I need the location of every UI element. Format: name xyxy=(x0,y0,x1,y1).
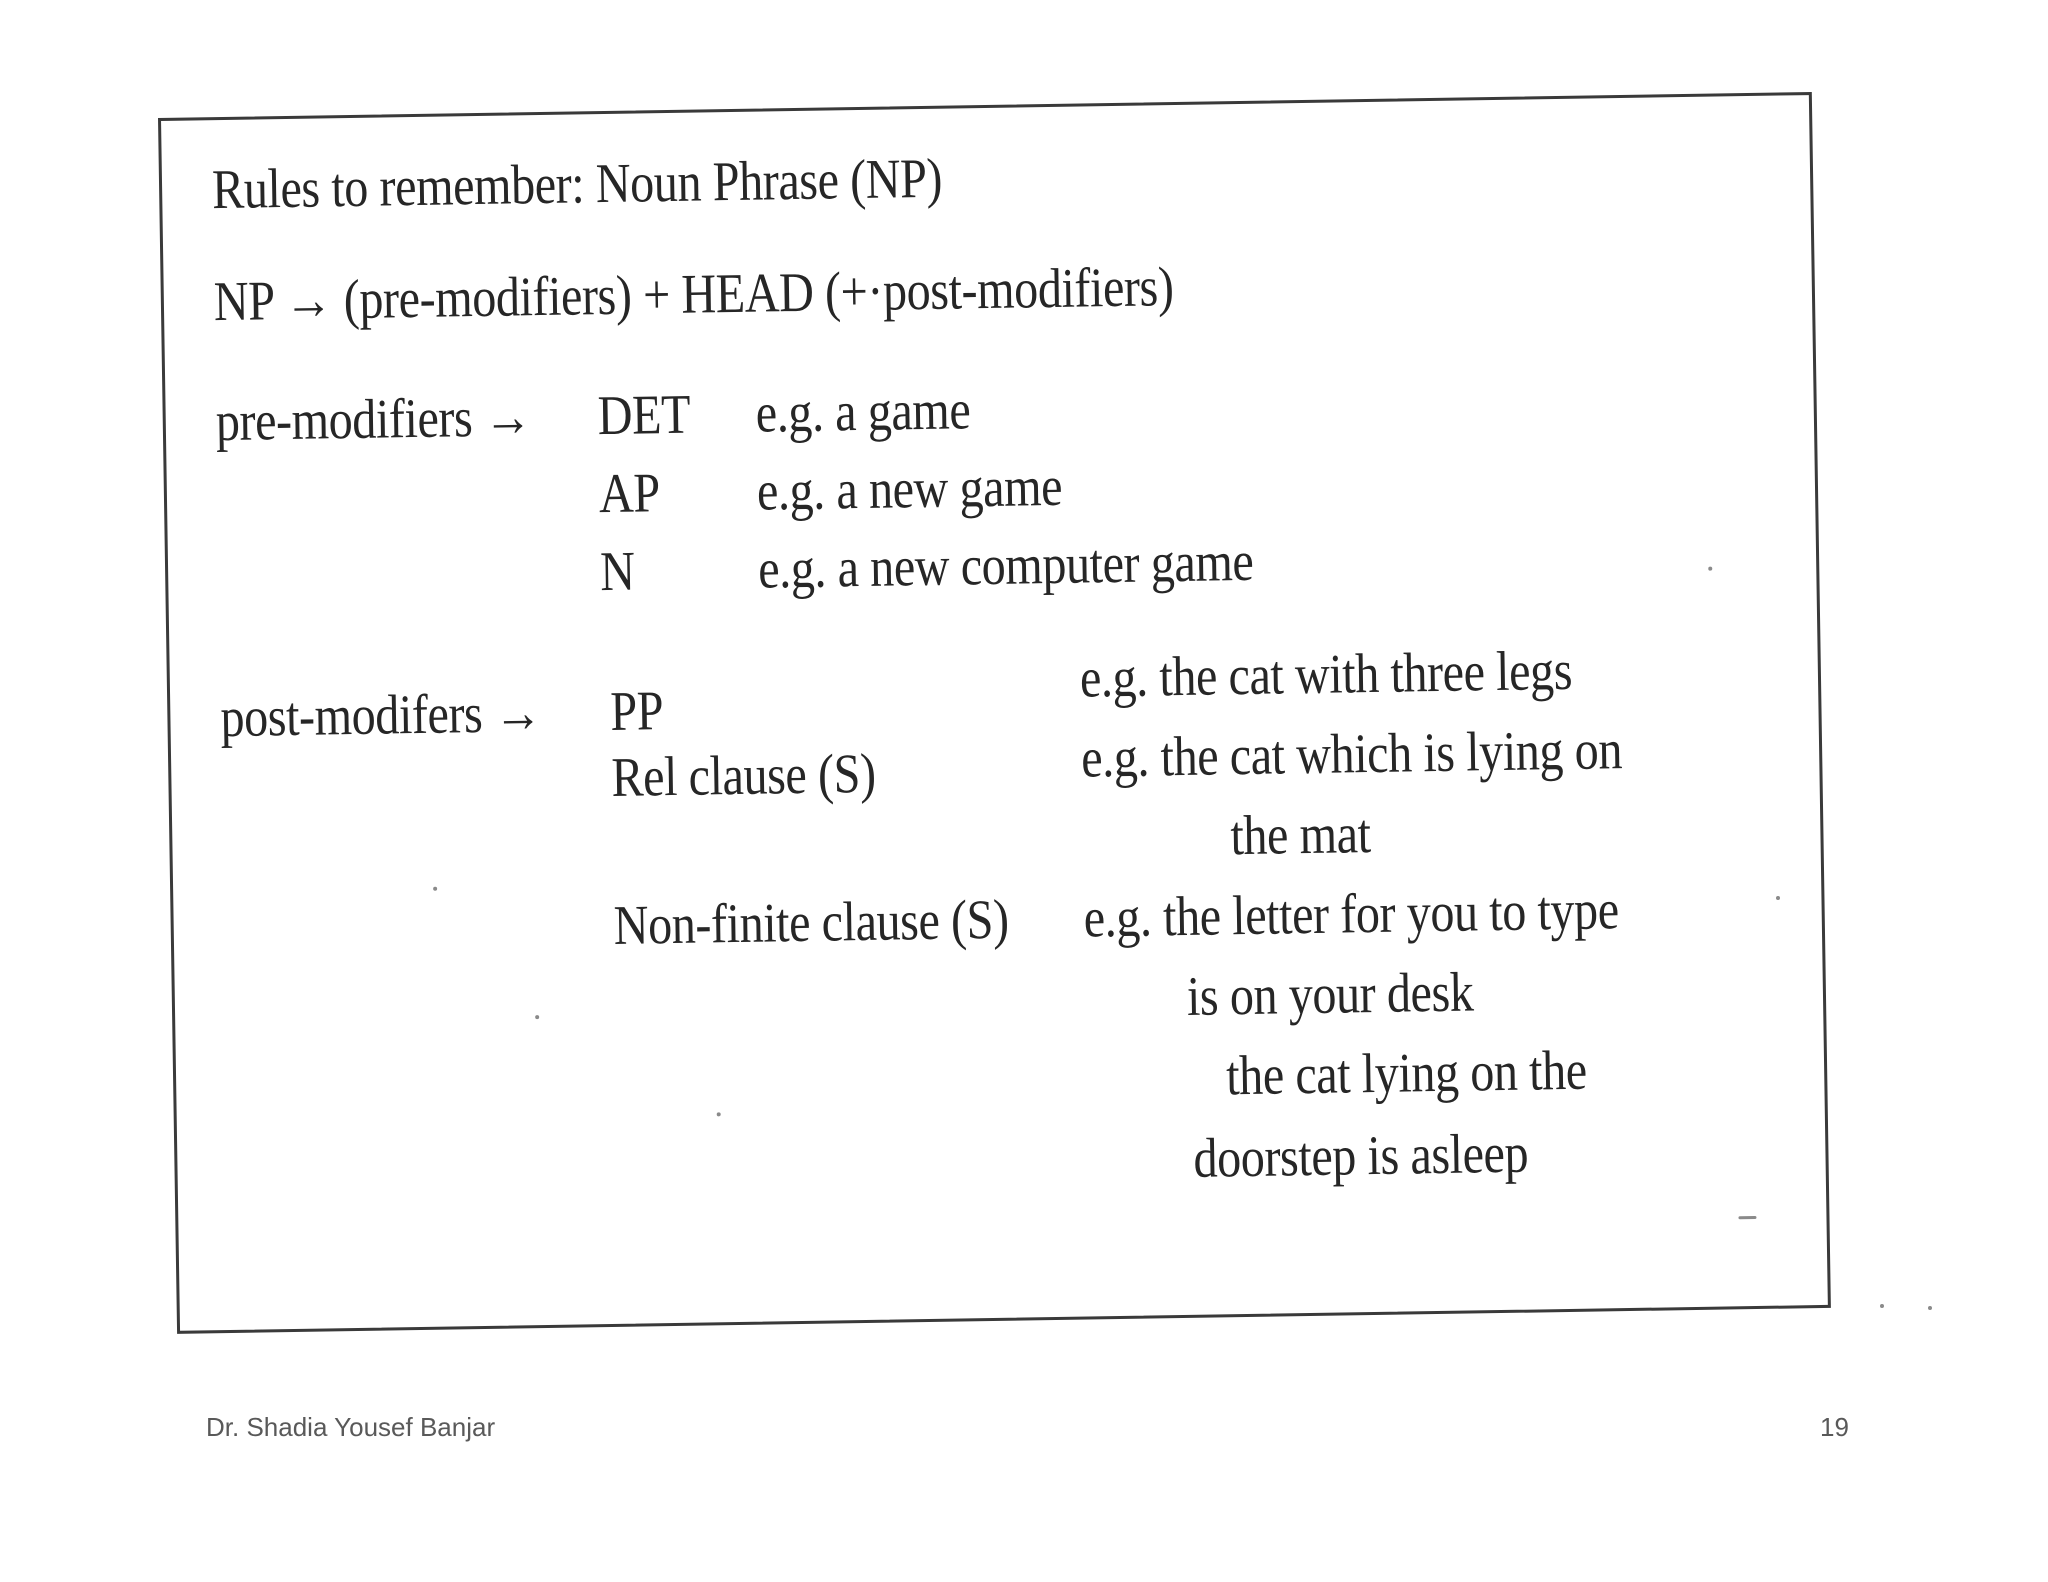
footer-author: Dr. Shadia Yousef Banjar xyxy=(206,1412,496,1442)
pre-cat-ap: AP xyxy=(598,462,661,526)
post-example-pp: e.g. the cat with three legs xyxy=(1079,639,1573,710)
np-rule: NP → (pre-modifiers) + HEAD (+·post-modifiers) xyxy=(213,256,1174,334)
post-modifiers-label: post-modifers → xyxy=(219,682,543,750)
post-cat-nonfinite: Non-finite clause (S) xyxy=(613,888,1010,957)
pre-cat-det: DET xyxy=(597,383,691,448)
scan-speck xyxy=(535,1015,539,1019)
post-example-nonfinite-4: doorstep is asleep xyxy=(1192,1122,1529,1190)
post-cat-rel: Rel clause (S) xyxy=(610,742,877,809)
scan-speck xyxy=(717,1112,721,1116)
pre-example-det: e.g. a game xyxy=(755,379,971,445)
post-example-nonfinite-2: is on your desk xyxy=(1186,961,1474,1028)
pre-cat-n: N xyxy=(599,540,636,604)
post-example-nonfinite-3: the cat lying on the xyxy=(1225,1039,1588,1108)
post-example-nonfinite-1: e.g. the letter for you to type xyxy=(1083,879,1620,950)
pre-example-ap: e.g. a new game xyxy=(756,455,1063,523)
box-title: Rules to remember: Noun Phrase (NP) xyxy=(211,147,943,222)
post-example-rel-2: the mat xyxy=(1229,803,1371,868)
scan-speck xyxy=(1738,1216,1756,1219)
page-number: 19 xyxy=(1820,1412,1849,1442)
scan-speck xyxy=(1708,567,1712,571)
post-cat-pp: PP xyxy=(609,680,664,743)
scan-speck xyxy=(433,887,437,891)
scan-speck xyxy=(1928,1306,1932,1310)
scan-speck xyxy=(1776,896,1780,900)
pre-modifiers-label: pre-modifiers → xyxy=(215,386,533,454)
pre-example-n: e.g. a new computer game xyxy=(757,530,1254,601)
scan-speck xyxy=(1880,1304,1884,1308)
scanned-rule-box xyxy=(158,92,1831,1334)
post-example-rel-1: e.g. the cat which is lying on xyxy=(1080,719,1623,790)
